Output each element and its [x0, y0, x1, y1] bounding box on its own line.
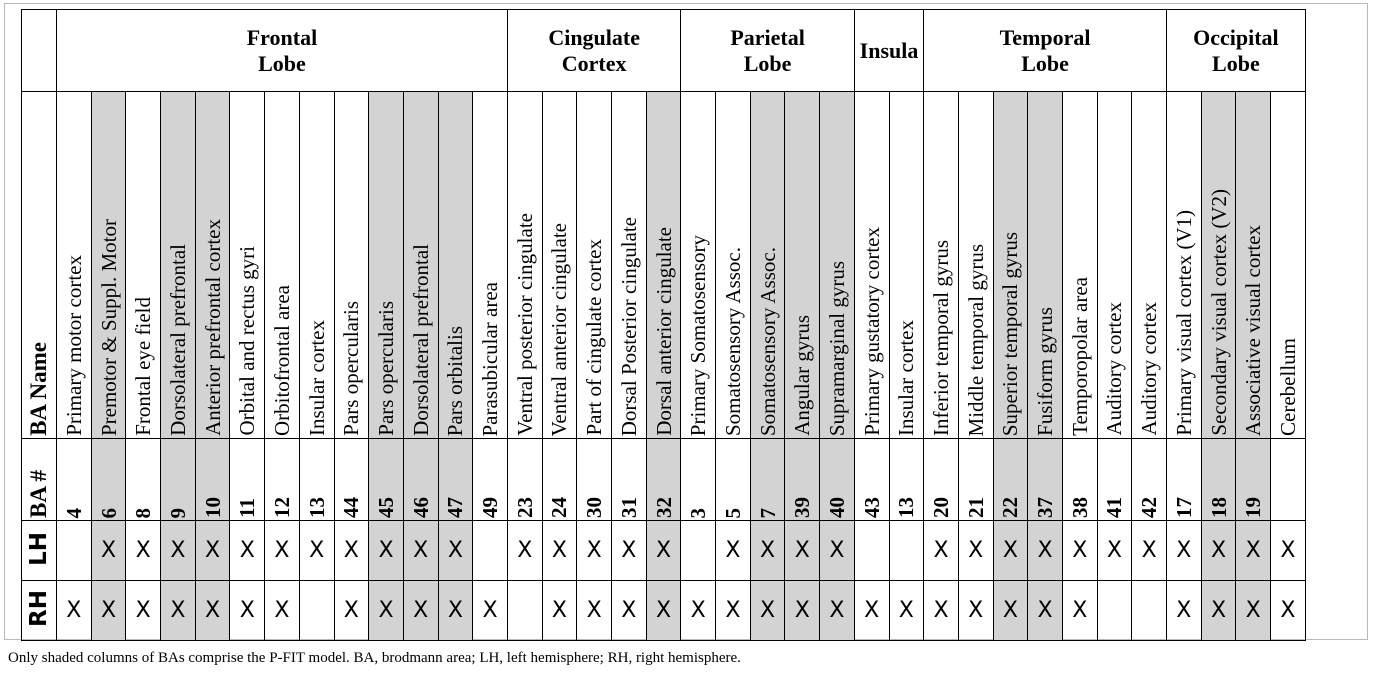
rh-mark-cell: X	[646, 581, 681, 641]
lh-mark-cell: X	[820, 521, 855, 581]
lh-mark-cell: X	[369, 521, 404, 581]
lh-mark-cell: X	[438, 521, 473, 581]
ba-name-text: Somatosensory Assoc.	[755, 247, 780, 436]
ba-name-cell	[126, 92, 161, 439]
ba-number-cell	[1201, 439, 1236, 521]
lh-mark-cell	[854, 521, 889, 581]
rh-mark-cell: X	[91, 581, 126, 641]
ba-name-text: Primary visual cortex (V1)	[1171, 210, 1196, 436]
ba-number-cell	[681, 439, 716, 521]
ba-number-text: 47	[443, 497, 468, 518]
ba-number-text: 13	[894, 497, 919, 518]
lh-mark-cell: X	[577, 521, 612, 581]
ba-name-cell	[681, 92, 716, 439]
ba-number-cell	[577, 439, 612, 521]
lh-mark-cell: X	[612, 521, 647, 581]
ba-number-text: 8	[131, 507, 156, 518]
ba-number-text: 3	[686, 507, 711, 518]
ba-name-cell	[1097, 92, 1132, 439]
ba-number-cell	[369, 439, 404, 521]
lh-mark-cell: X	[1271, 521, 1306, 581]
rh-mark-cell: X	[958, 581, 993, 641]
ba-name-text: Auditory cortex	[1102, 302, 1127, 436]
lh-mark-cell: X	[716, 521, 751, 581]
rh-mark-cell	[299, 581, 334, 641]
lobe-header	[924, 10, 1167, 92]
rh-mark-cell: X	[681, 581, 716, 641]
ba-number-text: 10	[200, 497, 225, 518]
lh-mark-cell: X	[403, 521, 438, 581]
ba-number-cell	[473, 439, 508, 521]
rh-mark-cell: X	[369, 581, 404, 641]
ba-number-text: 45	[374, 497, 399, 518]
ba-name-cell	[161, 92, 196, 439]
ba-name-cell	[438, 92, 473, 439]
ba-name-cell	[612, 92, 647, 439]
ba-name-cell	[1236, 92, 1271, 439]
ba-number-label: BA #	[26, 470, 51, 518]
ba-name-text: Secondary visual cortex (V2)	[1206, 189, 1231, 436]
rh-mark-cell: X	[57, 581, 92, 641]
rh-mark-cell: X	[403, 581, 438, 641]
ba-number-cell	[1271, 439, 1306, 521]
ba-number-cell	[1167, 439, 1202, 521]
ba-name-text: Parasubicular area	[478, 281, 503, 436]
ba-name-text: Fusiform gyrus	[1033, 307, 1058, 436]
ba-name-text: Frontal eye field	[131, 297, 156, 436]
rh-mark-cell: X	[889, 581, 924, 641]
lobe-label-line: Occipital	[1193, 24, 1279, 50]
ba-number-text: 12	[269, 497, 294, 518]
lh-mark-cell: X	[993, 521, 1028, 581]
lobe-label-line: Temporal	[999, 24, 1091, 50]
table-caption: Only shaded columns of BAs comprise the P-FIT model. BA, brodmann area; LH, left hemisphere; RH, right hemisphere.	[8, 650, 741, 666]
rh-mark-cell	[1132, 581, 1167, 641]
lobe-label-line: Lobe	[1021, 50, 1069, 76]
ba-number-cell	[750, 439, 785, 521]
lobe-label-line: Cortex	[561, 50, 627, 76]
ba-number-cell	[334, 439, 369, 521]
corner-cell	[22, 10, 57, 92]
lh-mark-cell: X	[1028, 521, 1063, 581]
ba-number-text: 5	[720, 507, 745, 518]
lh-mark-cell: X	[1236, 521, 1271, 581]
rh-mark-cell: X	[1201, 581, 1236, 641]
ba-name-cell	[820, 92, 855, 439]
ba-number-text: 17	[1171, 497, 1196, 518]
lh-mark-cell: X	[507, 521, 542, 581]
lh-mark-cell: X	[195, 521, 230, 581]
lh-mark-cell: X	[1167, 521, 1202, 581]
ba-name-text: Pars opercularis	[374, 301, 399, 436]
ba-name-cell	[542, 92, 577, 439]
ba-name-cell	[993, 92, 1028, 439]
ba-name-cell	[195, 92, 230, 439]
ba-name-cell	[924, 92, 959, 439]
ba-name-text: Insular cortex	[304, 319, 329, 436]
ba-number-text: 44	[339, 497, 364, 518]
ba-name-text: Primary Somatosensory	[686, 234, 711, 436]
rh-mark-cell: X	[126, 581, 161, 641]
ba-number-text: 23	[512, 497, 537, 518]
ba-number-text: 19	[1241, 497, 1266, 518]
ba-name-text: Orbitofrontal area	[269, 284, 294, 436]
ba-name-cell	[889, 92, 924, 439]
lh-mark-cell	[681, 521, 716, 581]
ba-name-text: Dorsal Posterior cingulate	[616, 216, 641, 436]
ba-number-cell	[924, 439, 959, 521]
ba-name-cell	[1271, 92, 1306, 439]
ba-number-cell	[57, 439, 92, 521]
ba-name-cell	[403, 92, 438, 439]
ba-name-text: Premotor & Suppl. Motor	[96, 218, 121, 436]
ba-name-cell	[750, 92, 785, 439]
ba-name-label: BA Name	[26, 342, 51, 436]
rh-mark-cell: X	[577, 581, 612, 641]
rh-mark-cell: X	[195, 581, 230, 641]
ba-number-text: 42	[1137, 497, 1162, 518]
right-hemisphere-row	[22, 581, 1306, 641]
lh-mark-cell	[889, 521, 924, 581]
rh-mark-cell: X	[161, 581, 196, 641]
lh-mark-cell: X	[924, 521, 959, 581]
ba-number-cell	[854, 439, 889, 521]
lh-label: LH	[26, 531, 52, 566]
ba-name-cell	[1201, 92, 1236, 439]
lobe-header	[681, 10, 854, 92]
ba-name-cell	[854, 92, 889, 439]
ba-number-cell	[1132, 439, 1167, 521]
ba-name-text: Ventral posterior cingulate	[512, 213, 537, 436]
lobe-label-line: Lobe	[743, 50, 792, 76]
ba-number-cell	[126, 439, 161, 521]
rh-mark-cell: X	[230, 581, 265, 641]
rh-mark-cell: X	[1028, 581, 1063, 641]
ba-name-cell	[91, 92, 126, 439]
ba-number-text: 30	[582, 497, 607, 518]
ba-number-text: 18	[1206, 497, 1231, 518]
ba-number-cell	[230, 439, 265, 521]
lh-mark-cell: X	[334, 521, 369, 581]
ba-number-cell	[716, 439, 751, 521]
rh-mark-cell: X	[924, 581, 959, 641]
ba-number-cell	[265, 439, 300, 521]
ba-number-text: 31	[616, 497, 641, 518]
lobe-label-line: Lobe	[1212, 50, 1260, 76]
ba-name-text: Part of cingulate cortex	[582, 239, 607, 436]
ba-number-cell	[889, 439, 924, 521]
ba-number-cell	[785, 439, 820, 521]
rh-mark-cell: X	[612, 581, 647, 641]
ba-name-text: Inferior temporal gyrus	[929, 240, 954, 436]
lobe-label-line: Cingulate	[548, 24, 640, 50]
row-header-ba-number	[22, 439, 57, 521]
ba-name-cell	[299, 92, 334, 439]
ba-number-text: 13	[304, 497, 329, 518]
ba-number-cell	[542, 439, 577, 521]
rh-mark-cell: X	[542, 581, 577, 641]
ba-name-text: Pars orbitalis	[443, 325, 468, 436]
ba-number-text: 24	[547, 497, 572, 518]
lobe-header	[507, 10, 680, 92]
ba-number-cell	[1062, 439, 1097, 521]
lh-mark-cell: X	[785, 521, 820, 581]
rh-mark-cell: X	[1167, 581, 1202, 641]
ba-name-text: Dorsal anterior cingulate	[651, 227, 676, 436]
ba-name-cell	[230, 92, 265, 439]
ba-name-text: Angular gyrus	[790, 315, 815, 436]
lobe-header	[854, 10, 923, 92]
ba-number-row	[22, 439, 1306, 521]
ba-number-text: 6	[96, 507, 121, 518]
ba-name-cell	[334, 92, 369, 439]
rh-mark-cell: X	[750, 581, 785, 641]
ba-number-text: 20	[929, 497, 954, 518]
ba-name-cell	[369, 92, 404, 439]
lh-mark-cell: X	[126, 521, 161, 581]
ba-number-text: 46	[408, 497, 433, 518]
rh-mark-cell: X	[785, 581, 820, 641]
ba-number-cell	[958, 439, 993, 521]
ba-number-text: 39	[790, 497, 815, 518]
ba-number-text: 38	[1067, 497, 1092, 518]
ba-number-cell	[161, 439, 196, 521]
lh-mark-cell: X	[958, 521, 993, 581]
ba-name-cell	[577, 92, 612, 439]
rh-mark-cell: X	[438, 581, 473, 641]
ba-name-cell	[1028, 92, 1063, 439]
rh-mark-cell: X	[854, 581, 889, 641]
ba-name-text: Primary gustatory cortex	[859, 227, 884, 436]
lobe-header	[1167, 10, 1306, 92]
lobe-header	[57, 10, 508, 92]
ba-name-text: Temporopolar area	[1067, 277, 1092, 436]
ba-number-text: 9	[165, 507, 190, 518]
lobe-label-line: Insula	[859, 37, 919, 63]
ba-number-text: 41	[1102, 497, 1127, 518]
rh-mark-cell	[1097, 581, 1132, 641]
row-header-lh	[22, 521, 57, 581]
lh-mark-cell: X	[265, 521, 300, 581]
lobe-header-row	[22, 10, 1306, 92]
ba-name-text: Anterior prefrontal cortex	[200, 219, 225, 436]
lh-mark-cell: X	[1062, 521, 1097, 581]
ba-number-cell	[299, 439, 334, 521]
rh-label: RH	[26, 590, 52, 627]
ba-number-text: 49	[478, 497, 503, 518]
rh-mark-cell: X	[265, 581, 300, 641]
ba-name-text: Supramarginal gyrus	[824, 260, 849, 436]
lh-mark-cell: X	[1097, 521, 1132, 581]
ba-name-cell	[507, 92, 542, 439]
ba-name-cell	[265, 92, 300, 439]
ba-name-text: Dorsolateral prefrontal	[165, 244, 190, 436]
ba-number-cell	[1097, 439, 1132, 521]
ba-name-cell	[785, 92, 820, 439]
ba-name-cell	[958, 92, 993, 439]
ba-number-text: 11	[235, 498, 260, 518]
lh-mark-cell: X	[230, 521, 265, 581]
ba-number-text: 37	[1033, 497, 1058, 518]
ba-number-cell	[646, 439, 681, 521]
ba-number-text: 7	[755, 507, 780, 518]
rh-mark-cell: X	[473, 581, 508, 641]
ba-name-cell	[473, 92, 508, 439]
rh-mark-cell: X	[716, 581, 751, 641]
ba-number-text: 4	[61, 507, 86, 518]
ba-number-cell	[507, 439, 542, 521]
lh-mark-cell: X	[299, 521, 334, 581]
lh-mark-cell: X	[750, 521, 785, 581]
lh-mark-cell: X	[646, 521, 681, 581]
ba-number-cell	[403, 439, 438, 521]
ba-name-cell	[57, 92, 92, 439]
ba-number-cell	[820, 439, 855, 521]
rh-mark-cell: X	[1062, 581, 1097, 641]
row-header-rh	[22, 581, 57, 641]
brodmann-area-table	[21, 9, 1306, 641]
ba-number-cell	[438, 439, 473, 521]
lobe-label-line: Lobe	[258, 50, 306, 76]
ba-name-cell	[716, 92, 751, 439]
ba-number-cell	[91, 439, 126, 521]
lh-mark-cell: X	[1132, 521, 1167, 581]
ba-number-cell	[1028, 439, 1063, 521]
ba-name-cell	[1132, 92, 1167, 439]
ba-number-text: 21	[963, 497, 988, 518]
rh-mark-cell: X	[334, 581, 369, 641]
ba-number-text: 40	[824, 497, 849, 518]
ba-name-text: Ventral anterior cingulate	[547, 222, 572, 436]
ba-name-text: Dorsolateral prefrontal	[408, 244, 433, 436]
lh-mark-cell: X	[161, 521, 196, 581]
ba-name-text: Primary motor cortex	[61, 255, 86, 436]
ba-name-text: Superior temporal gyrus	[998, 231, 1023, 436]
ba-number-cell	[195, 439, 230, 521]
lh-mark-cell: X	[1201, 521, 1236, 581]
lh-mark-cell: X	[542, 521, 577, 581]
ba-name-text: Orbital and rectus gyri	[235, 246, 260, 436]
ba-number-text: 22	[998, 497, 1023, 518]
ba-name-text: Insular cortex	[894, 319, 919, 436]
ba-name-text: Cerebellum	[1275, 338, 1300, 436]
lh-mark-cell	[57, 521, 92, 581]
ba-number-cell	[993, 439, 1028, 521]
lobe-label-line: Frontal	[246, 24, 318, 50]
ba-name-text: Pars opercularis	[339, 301, 364, 436]
ba-number-text: 32	[651, 497, 676, 518]
rh-mark-cell: X	[993, 581, 1028, 641]
ba-name-row	[22, 92, 1306, 439]
rh-mark-cell	[507, 581, 542, 641]
lh-mark-cell: X	[91, 521, 126, 581]
ba-name-text: Middle temporal gyrus	[963, 243, 988, 436]
ba-name-text: Associative visual cortex	[1241, 224, 1266, 436]
ba-name-text: Somatosensory Assoc.	[720, 247, 745, 436]
ba-name-cell	[1062, 92, 1097, 439]
ba-name-cell	[646, 92, 681, 439]
lh-mark-cell	[473, 521, 508, 581]
left-hemisphere-row	[22, 521, 1306, 581]
rh-mark-cell: X	[1236, 581, 1271, 641]
ba-name-text: Auditory cortex	[1137, 302, 1162, 436]
ba-number-cell	[612, 439, 647, 521]
ba-number-text: 43	[859, 497, 884, 518]
row-header-ba-name	[22, 92, 57, 439]
rh-mark-cell: X	[820, 581, 855, 641]
lobe-label-line: Parietal	[730, 24, 805, 50]
ba-number-cell	[1236, 439, 1271, 521]
rh-mark-cell: X	[1271, 581, 1306, 641]
ba-name-cell	[1167, 92, 1202, 439]
